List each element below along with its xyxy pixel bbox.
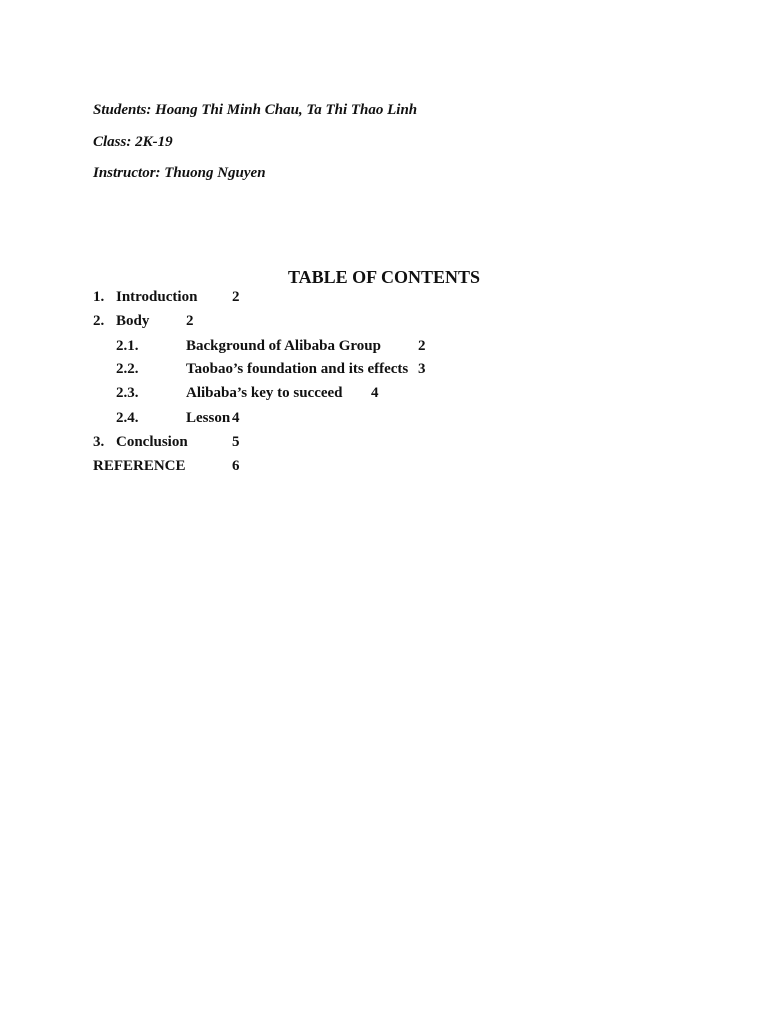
toc-entry-title: Body: [116, 313, 150, 329]
toc-entry-number: 2.3.: [116, 385, 139, 401]
toc-entry-title: Introduction: [116, 289, 198, 305]
toc-entry-page: 4: [371, 385, 379, 401]
toc-entry-number: 2.2.: [116, 361, 139, 377]
toc-entry-page: 2: [186, 313, 194, 329]
toc-entry-title: Alibaba’s key to succeed: [186, 385, 343, 401]
toc-entry-page: 3: [418, 361, 426, 377]
toc-entry-number: 2.4.: [116, 410, 139, 426]
toc-entry-number: 2.1.: [116, 338, 139, 354]
toc-entry-number: 2.: [93, 313, 105, 329]
toc-entry-title: REFERENCE: [93, 458, 186, 474]
toc-entry-page: 5: [232, 434, 240, 450]
instructor-line: Instructor: Thuong Nguyen: [93, 165, 266, 181]
toc-entry-title: Conclusion: [116, 434, 188, 450]
class-line: Class: 2K-19: [93, 134, 173, 150]
toc-entry-page: 6: [232, 458, 240, 474]
toc-entry-title: Lesson: [186, 410, 231, 426]
toc-entry-page: 2: [232, 289, 240, 305]
students-line: Students: Hoang Thi Minh Chau, Ta Thi Thao Linh: [93, 102, 418, 118]
toc-entry-number: 3.: [93, 434, 105, 450]
toc-entry-page: 4: [232, 410, 240, 426]
toc-entry-page: 2: [418, 338, 426, 354]
toc-title: TABLE OF CONTENTS: [287, 267, 481, 287]
toc-entry-title: Taobao’s foundation and its effects: [186, 361, 409, 377]
toc-entry-title: Background of Alibaba Group: [186, 338, 381, 354]
toc-entry-number: 1.: [93, 289, 105, 305]
